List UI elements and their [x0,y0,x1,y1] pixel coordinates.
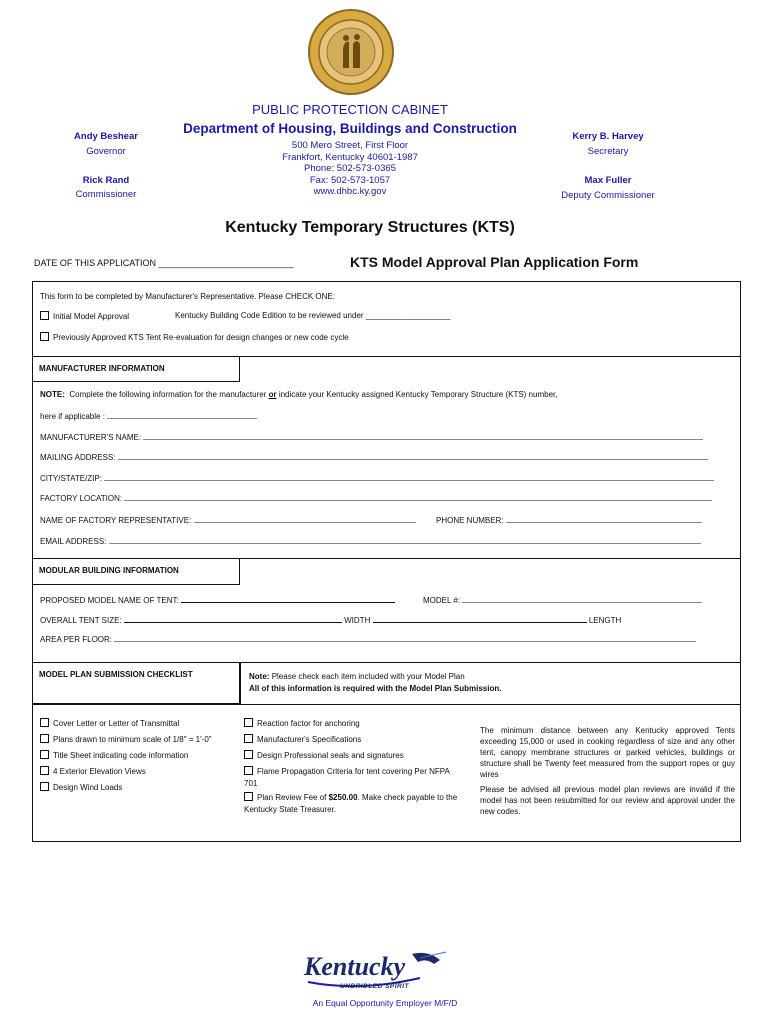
check-wind-loads[interactable] [40,782,122,794]
check-flame-propagation[interactable] [244,766,454,790]
model-name-line[interactable] [181,595,395,603]
factory-location-label: FACTORY LOCATION: [40,494,123,503]
address-line-2: Frankfort, Kentucky 40601-1987 [282,151,418,163]
equal-opportunity-text: An Equal Opportunity Employer M/F/D [312,998,458,1008]
model-name-label: PROPOSED MODEL NAME OF TENT: [40,596,179,605]
model-number-field[interactable] [423,595,702,605]
tent-size-label: OVERALL TENT SIZE: [40,616,122,625]
phone-number-label: PHONE NUMBER: [436,516,504,525]
kts-number-label: here if applicable : [40,412,105,421]
check-elevation-views-label: 4 Exterior Elevation Views [53,767,146,776]
email-address-line[interactable] [109,536,701,544]
note-text-a: Complete the following information for the manufacturer [69,390,267,399]
check-plans-scale[interactable] [40,734,212,746]
intro-instruction: This form to be completed by Manufacturer's Representative. Please CHECK ONE: [40,292,335,301]
fax-line: Fax: 502-573-1057 [309,174,391,186]
option-reevaluation[interactable] [40,332,349,342]
city-state-zip-line[interactable] [104,473,714,481]
checkbox[interactable] [40,718,49,727]
note-label: NOTE: [40,390,65,399]
check-flame-propagation-label: Flame Propagation Criteria for tent covering Per NFPA 701 [244,767,450,788]
checklist-note-text: Please check each item included with your Model Plan [271,672,465,681]
governor-name: Andy Beshear [74,131,138,142]
modular-section-header: MODULAR BUILDING INFORMATION [32,558,240,585]
fee-amount: $250.00 [328,793,358,802]
manufacturer-section-header: MANUFACTURER INFORMATION [32,356,240,382]
tent-width-line[interactable] [124,615,342,623]
check-reaction-factor-label: Reaction factor for anchoring [257,719,360,728]
deputy-commissioner-title: Deputy Commissioner [561,190,655,201]
area-per-floor-line[interactable] [114,634,696,642]
tent-length-line[interactable] [373,615,587,623]
checkbox[interactable] [40,782,49,791]
previous-reviews-info: Please be advised all previous model plan reviews are invalid if the model has not been resubmitted for our review and approval under the new codes. [480,785,735,816]
manufacturer-name-line[interactable] [143,432,703,440]
checklist-note-label: Note: [249,672,270,681]
code-edition-field[interactable]: Kentucky Building Code Edition to be reviewed under ___________________ [175,311,451,320]
checkbox[interactable] [244,718,253,727]
factory-rep-field[interactable] [40,515,416,525]
option-initial-approval[interactable] [40,311,129,321]
fee-label-b: . Make check payable to the Kentucky State Treasurer. [244,793,458,814]
email-address-field[interactable] [40,536,701,546]
city-state-zip-label: CITY/STATE/ZIP: [40,474,102,483]
deputy-commissioner-name: Max Fuller [584,175,632,186]
factory-location-line[interactable] [124,493,712,501]
check-seals-signatures-label: Design Professional seals and signatures [257,751,404,760]
note-or: or [268,390,277,399]
department-name: Department of Housing, Buildings and Construction [183,121,517,136]
mailing-address-line[interactable] [118,452,708,460]
check-cover-letter[interactable] [40,718,179,730]
check-cover-letter-label: Cover Letter or Letter of Transmittal [53,719,180,728]
application-date-field[interactable]: DATE OF THIS APPLICATION ___________________________ [34,258,294,268]
mailing-address-field[interactable] [40,452,708,462]
checkbox[interactable] [244,750,253,759]
phone-number-line[interactable] [506,515,702,523]
checklist-note [249,672,465,681]
manufacturer-name-field[interactable] [40,432,703,442]
check-reaction-factor[interactable] [244,718,469,730]
check-elevation-views[interactable] [40,766,146,778]
factory-location-field[interactable] [40,493,712,503]
checklist-section-header: MODEL PLAN SUBMISSION CHECKLIST [32,662,240,704]
tent-size-field[interactable] [40,615,621,625]
model-name-field[interactable] [40,595,395,605]
commissioner-name: Rick Rand [82,175,130,186]
secretary-title: Secretary [587,146,629,157]
divider [240,662,242,704]
phone-number-field[interactable] [436,515,702,525]
check-plan-review-fee[interactable] [244,792,468,816]
manufacturer-note [40,390,730,399]
address-line-1: 500 Mero Street, First Floor [291,140,409,151]
area-per-floor-field[interactable] [40,634,696,644]
check-specifications-label: Manufacturer's Specifications [257,735,362,744]
check-plans-scale-label: Plans drawn to minimum scale of 1/8" = 1'-0" [53,735,212,744]
cabinet-name: PUBLIC PROTECTION CABINET [252,102,448,117]
model-number-label: MODEL #: [423,596,461,605]
manufacturer-name-label: MANUFACTURER'S NAME: [40,433,142,442]
check-title-sheet[interactable] [40,750,188,762]
checkbox[interactable] [40,750,49,759]
checkbox[interactable] [244,766,253,775]
divider [32,704,741,705]
tent-distance-info: The minimum distance between any Kentucky approved Tents exceeding 15,000 or used in cooking regardless of size and any other tent, canopy membrane structures or parked vehicles, buildings or structure shall be Twenty feet measured from the support ropes or guy wires [480,726,735,779]
option-initial-label: Initial Model Approval [53,312,130,321]
logo-tagline: UNBRIDLED SPIRIT [340,983,410,990]
secretary-name: Kerry B. Harvey [572,131,644,142]
fee-label-a: Plan Review Fee of [257,793,327,802]
area-per-floor-label: AREA PER FLOOR: [40,635,113,644]
website-line: www.dhbc.ky.gov [313,186,387,197]
city-state-zip-field[interactable] [40,473,714,483]
email-address-label: EMAIL ADDRESS: [40,537,107,546]
mailing-address-label: MAILING ADDRESS: [40,453,116,462]
kts-number-field[interactable] [40,411,257,421]
checkbox[interactable] [40,332,49,341]
agency-contact [240,140,460,198]
option-reevaluation-label: Previously Approved KTS Tent Re-evaluation for design changes or new code cycle [53,333,349,342]
note-text-b: indicate your Kentucky assigned Kentucky Temporary Structure (KTS) number, [278,390,558,399]
factory-rep-line[interactable] [194,515,416,523]
checklist-required-note: All of this information is required with the Model Plan Submission. [249,684,502,693]
checkbox[interactable] [40,311,49,320]
form-title: KTS Model Approval Plan Application Form [350,254,639,270]
document-title: Kentucky Temporary Structures (KTS) [225,219,515,236]
logo-word: Kentucky [304,952,406,981]
check-specifications[interactable] [244,734,469,746]
checkbox[interactable] [40,734,49,743]
kentucky-seal-logo [307,8,395,96]
factory-rep-label: NAME OF FACTORY REPRESENTATIVE: [40,516,192,525]
commissioner-title: Commissioner [75,189,137,200]
checkbox[interactable] [244,734,253,743]
phone-line: Phone: 502-573-0365 [304,163,396,174]
checkbox[interactable] [244,792,253,801]
model-number-line[interactable] [462,595,702,603]
check-seals-signatures[interactable] [244,750,469,762]
width-label: WIDTH [344,616,371,625]
kts-number-line[interactable] [107,411,257,419]
check-title-sheet-label: Title Sheet indicating code information [53,751,189,760]
length-label: LENGTH [588,616,622,625]
check-wind-loads-label: Design Wind Loads [53,783,123,792]
governor-title: Governor [86,146,126,157]
checkbox[interactable] [40,766,49,775]
